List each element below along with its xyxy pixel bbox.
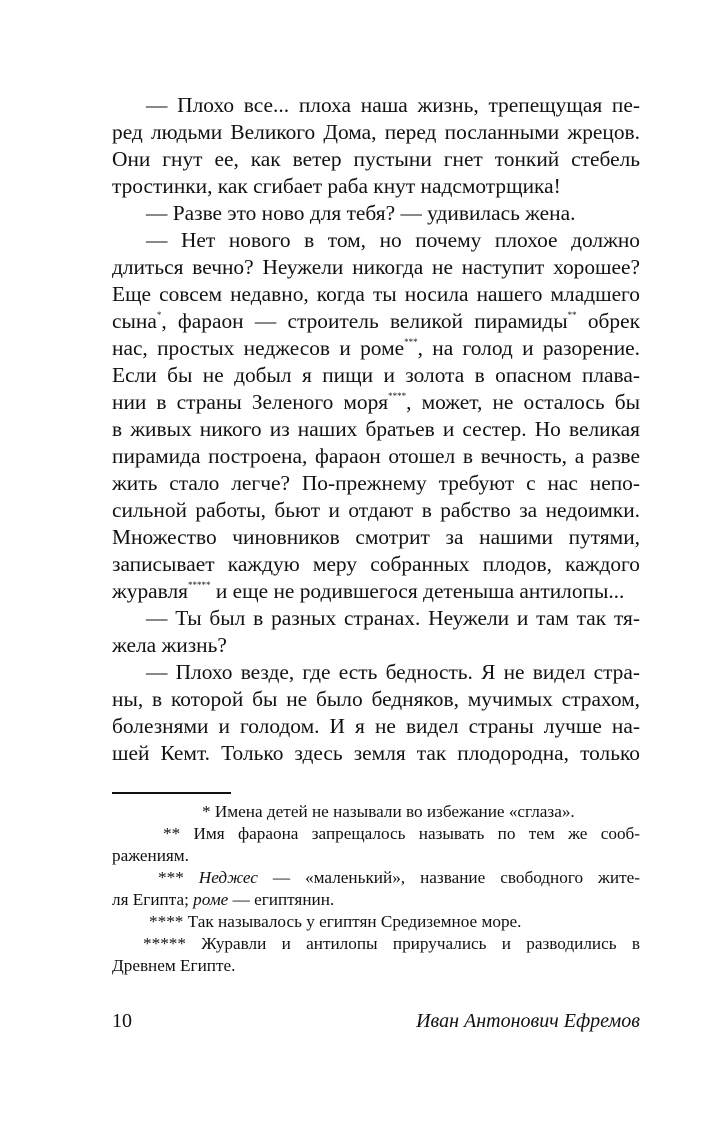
footnote-text: Так называлось у египтян Средиземное море. — [187, 912, 522, 931]
footnote-ref: *** — [404, 337, 418, 347]
text-line — [112, 335, 640, 362]
text-line: — Плохо везде, где есть бедность. Я не видел стра- — [146, 660, 640, 684]
page-number: 10 — [112, 1010, 132, 1032]
footnote-text: — «маленький», название свободного жите- — [257, 868, 640, 887]
footnote-term: Неджес — [198, 868, 258, 887]
text-line — [112, 308, 640, 335]
footnote-1 — [112, 801, 640, 823]
footnote-ref: * — [156, 310, 162, 320]
text-line: — Ты был в разных странах. Неужели и там так тя- — [146, 606, 640, 630]
footnote-text: ля Египта; — [112, 890, 194, 909]
footnote-5-cont: Древнем Египте. — [112, 956, 236, 975]
text-fragment: , может, не осталось бы — [406, 390, 640, 414]
text-line: Если бы не добыл я пищи и золота в опасном плава- — [112, 363, 640, 387]
text-line: — Нет нового в том, но почему плохое должно — [146, 228, 640, 252]
page-footer — [112, 1008, 640, 1034]
text-line: ны, в которой бы не было бедняков, мучимых страхом, — [112, 687, 640, 711]
text-line: записывает каждую меру собранных плодов, каждого — [112, 552, 640, 576]
text-line: — Разве это ново для тебя? — удивилась жена. — [146, 201, 576, 225]
text-line: — Плохо все... плоха наша жизнь, трепещущая пе- — [146, 93, 640, 117]
text-line: жела жизнь? — [112, 633, 227, 657]
text-line: пирамида построена, фараон отошел в вечность, а разве — [112, 444, 640, 468]
footnote-ref: ** — [567, 310, 577, 320]
footnote-2-cont: ражениям. — [112, 846, 189, 865]
text-line — [112, 389, 640, 416]
text-fragment: обрек — [576, 309, 640, 333]
text-fragment: журавля — [112, 579, 188, 603]
text-fragment: , фараон — строитель великой пирамиды — [161, 309, 568, 333]
footnote-3 — [112, 867, 640, 889]
footnote-mark: **** — [149, 912, 184, 931]
text-fragment: нас, простых неджесов и роме — [112, 336, 405, 360]
footnote-mark: ** — [163, 824, 181, 843]
footnote-mark: *** — [158, 868, 184, 887]
main-text — [112, 92, 640, 767]
footnote-5 — [112, 933, 640, 955]
footnote-text: Журавли и антилопы приручались и разводились в — [201, 934, 641, 953]
footnote-mark: * — [202, 802, 211, 821]
text-line — [112, 578, 640, 605]
text-line: сильной работы, бьют и отдают в рабство за недоимки. — [112, 498, 640, 522]
text-line: ред людьми Великого Дома, перед посланными жрецов. — [112, 120, 640, 144]
text-line: Они гнут ее, как ветер пустыни гнет тонкий стебель — [112, 147, 640, 171]
text-fragment: , на голод и разорение. — [417, 336, 640, 360]
footnote-3-cont — [112, 889, 640, 911]
footnote-mark: ***** — [143, 934, 186, 953]
text-line: тростинки, как сгибает раба кнут надсмотрщика! — [112, 174, 561, 198]
text-line: в живых никого из наших братьев и сестер. Но великая — [112, 417, 640, 441]
footnote-term: роме — [193, 890, 229, 909]
text-fragment: нии в страны Зеленого моря — [112, 390, 389, 414]
running-author: Иван Антонович Ефремов — [416, 1010, 640, 1032]
footnote-text: Имя фараона запрещалось называть по тем же сооб- — [193, 824, 641, 843]
text-line: Еще совсем недавно, когда ты носила нашего младшего — [112, 282, 640, 306]
text-line: длиться вечно? Неужели никогда не наступит хорошее? — [112, 255, 640, 279]
footnote-text: Имена детей не называли во избежание «сглаза». — [214, 802, 575, 821]
text-line: жить стало легче? По-прежнему требуют с нас непо- — [112, 471, 640, 495]
footnote-ref: **** — [388, 391, 407, 401]
text-line: Множество чиновников смотрит за нашими путями, — [112, 525, 640, 549]
footnote-4 — [112, 911, 640, 933]
footnotes — [112, 801, 640, 977]
footnote-ref: ***** — [188, 580, 211, 590]
text-fragment: и еще не родившегося детеныша антилопы... — [210, 579, 625, 603]
text-fragment: сына — [112, 309, 157, 333]
footnote-text: — египтянин. — [228, 890, 335, 909]
footnote-separator — [112, 792, 231, 794]
footnote-2 — [112, 823, 640, 845]
text-line: болезнями и голодом. И я не видел страны лучше на- — [112, 714, 640, 738]
text-line: шей Кемт. Только здесь земля так плодородна, только — [112, 741, 640, 765]
